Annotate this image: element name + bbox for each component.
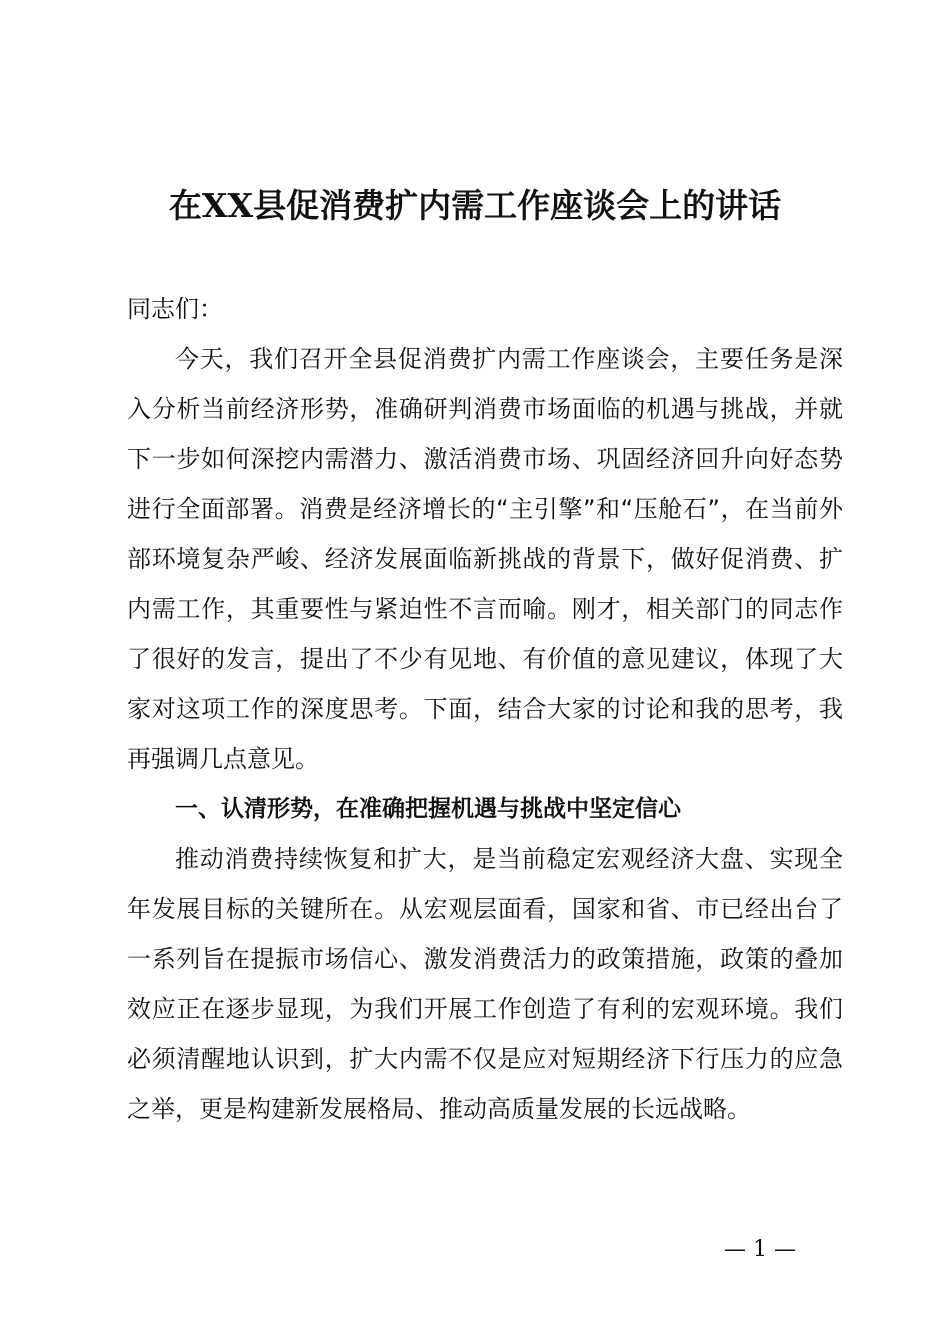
section-heading-1: 一、认清形势，在准确把握机遇与挑战中坚定信心	[175, 796, 681, 822]
page-number: — 1 —	[724, 1237, 796, 1262]
document-title: 在XX县促消费扩内需工作座谈会上的讲话	[168, 186, 782, 225]
document-body	[127, 284, 843, 1134]
paragraph-intro: 今天，我们召开全县促消费扩内需工作座谈会，主要任务是深入分析当前经济形势，准确研判消费市场面临的机遇与挑战，并就下一步如何深挖内需潜力、激活消费市场、巩固经济回升向好态势进行全面部署。消费是经济增长的“主引擎”和“压舱石”，在当前外部环境复杂严峻、经济发展面临新挑战的背景下，做好促消费、扩内需工作，其重要性与紧迫性不言而喻。刚才，相关部门的同志作了很好的发言，提出了不少有见地、有价值的意见建议，体现了大家对这项工作的深度思考。下面，结合大家的讨论和我的思考，我再强调几点意见。	[127, 345, 843, 773]
paragraph-section-1: 推动消费持续恢复和扩大，是当前稳定宏观经济大盘、实现全年发展目标的关键所在。从宏观层面看，国家和省、市已经出台了一系列旨在提振市场信心、激发消费活力的政策措施，政策的叠加效应正在逐步显现，为我们开展工作创造了有利的宏观环境。我们必须清醒地认识到，扩大内需不仅是应对短期经济下行压力的应急之举，更是构建新发展格局、推动高质量发展的长远战略。	[127, 845, 843, 1123]
salutation: 同志们：	[127, 295, 223, 323]
